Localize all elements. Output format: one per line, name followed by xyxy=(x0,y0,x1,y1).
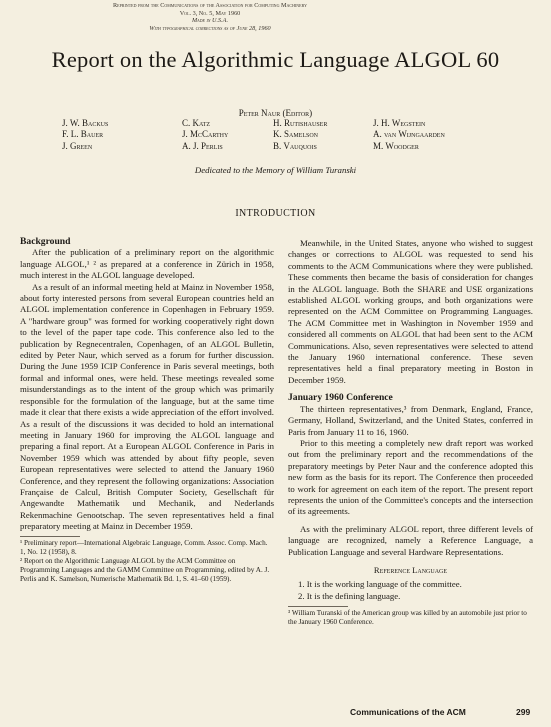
paragraph: Prior to this meeting a completely new draft report was worked out from the preliminary report and the recommendations of the preparatory meetings by Peter Naur and the conference adopted this new form as the basis for its report. The Conference then proceeded to work for agreement on each item of the report. The present report represents the union of the Committee's concepts and the intersection of its agreements. xyxy=(288,437,533,517)
dedication: Dedicated to the Memory of William Turanski xyxy=(194,165,357,175)
author-column-2 xyxy=(182,118,228,152)
author-name: J. McCarthy xyxy=(182,129,229,140)
journal-footer: Communications of the ACM xyxy=(350,707,466,717)
volume-line: Vol. 3, No. 5, May 1960 xyxy=(179,9,241,17)
section-heading: Background xyxy=(20,236,71,247)
paragraph: As with the preliminary ALGOL report, three different levels of language are recognized, namely a Reference Language, a Publication Language and several Hardware Representations. xyxy=(288,523,533,557)
footnote: ¹ Preliminary report—International Algebraic Language, Comm. Assoc. Comp. Mach. 1, No. 12 (1958), 8. xyxy=(20,538,268,556)
paragraph: After the publication of a preliminary report on the algorithmic language ALGOL,¹ ² as prepared at a conference in Zürich in 1958, much interest in the ALGOL language developed. xyxy=(20,247,274,281)
footnotes xyxy=(20,539,274,585)
reprint-header xyxy=(40,2,380,32)
corrections-line: With typographical corrections as of June 28, 1960 xyxy=(149,24,271,32)
list-item: 1. It is the working language of the committee. xyxy=(298,579,462,590)
section-heading: January 1960 Conference xyxy=(288,392,393,404)
editor-line: Peter Naur (Editor) xyxy=(238,108,313,118)
left-column xyxy=(20,236,274,585)
page-title: Report on the Algorithmic Language ALGOL 60 xyxy=(51,47,500,72)
author-column-4 xyxy=(373,118,445,152)
section-title: INTRODUCTION xyxy=(235,208,316,219)
reprint-line: Reprinted from the Communications of the Association for Computing Machinery xyxy=(113,2,307,9)
author-name: A. J. Perlis xyxy=(182,140,223,151)
item-list xyxy=(288,579,533,602)
page-number: 299 xyxy=(516,707,531,717)
footnotes xyxy=(288,609,533,627)
author-name: J. W. Backus xyxy=(62,118,109,128)
list-item: 2. It is the defining language. xyxy=(298,590,401,601)
footnote-divider xyxy=(288,606,348,607)
author-name: F. L. Bauer xyxy=(62,129,104,140)
footnote: ³ William Turanski of the American group was killed by an automobile just prior to the January 1960 Conference. xyxy=(288,609,527,627)
author-name: A. van Wijngaarden xyxy=(373,129,445,140)
footnote-divider xyxy=(20,536,80,537)
author-name: J. Green xyxy=(62,140,93,151)
paragraph: As a result of an informal meeting held at Mainz in November 1958, about forty interested persons from several European countries held an ALGOL implementation conference in Copenhagen in February 1959. A "hardware group" was formed for working cooperatively right down to the level of the paper tape code. This conference also led to the publication by Regnecentralen, Copenhagen, of an ALGOL Bulletin, edited by Peter Naur, which served as a forum for further discussion. During the June 1959 ICIP Conference in Paris several meetings, both formal and informal ones, were held. These meetings revealed some misunderstandings as to the intent of the group which was primarily responsible for the formulation of the language, but at the same time made it clear that there exists a wide appreciation of the effort involved. As a result of the discussions it was decided to hold an international meeting in January 1960 for improving the ALGOL language and preparing a final report. At a European ALGOL Conference in Paris in November 1959 which was attended by about fifty people, seven European representatives were selected to attend the January 1960 Conference, and they represent the following organizations: Association Française de Calcul, British Computer Society, Gesellschaft für Angewandte Mathematik und Mechanik, and Nederlands Rekenmachine Genootschap. The seven representatives held a final preparatory meeting at Mainz in December 1959. xyxy=(20,281,274,532)
author-column-1 xyxy=(62,118,108,152)
author-name: M. Woodger xyxy=(373,140,419,151)
author-column-3 xyxy=(273,118,327,152)
footnote: ² Report on the Algorithmic Language ALGOL by the ACM Committee on Programming Languages and the GAMM Committee on Programming, edited by A. J. Perlis and K. Samelson, Numerische Mathematik Bd. 1, S. 41–60 (1959). xyxy=(20,556,270,584)
paragraph: Meanwhile, in the United States, anyone who wished to suggest changes or corrections to ALGOL was requested to send his comments to the ACM Communications where they were published. These comments then became the basis of consideration for changes in the ALGOL language. Both the SHARE and USE organizations established ALGOL working groups, and both organizations were represented on the ACM Committee on Programming Languages. The ACM Committee met in Washington in November 1959 and considered all comments on ALGOL that had been sent to the ACM Communications. Also, seven representatives were selected to attend the January 1960 international conference. These seven representatives held a final preparatory meeting in Boston in December 1959. xyxy=(288,238,533,385)
author-name: H. Rutishauser xyxy=(273,118,328,128)
made-in-line: Made in U.S.A. xyxy=(191,17,228,25)
author-name: B. Vauquois xyxy=(273,140,317,151)
subsection-heading: Reference Language xyxy=(373,564,448,575)
author-name: J. H. Wegstein xyxy=(373,118,426,128)
author-name: K. Samelson xyxy=(273,129,319,140)
paragraph: The thirteen representatives,³ from Denmark, England, France, Germany, Holland, Switzerland, and the United States, conferred in Paris from January 11 to 16, 1960. xyxy=(288,403,533,437)
right-column xyxy=(288,238,533,628)
author-name: C. Katz xyxy=(182,118,211,128)
